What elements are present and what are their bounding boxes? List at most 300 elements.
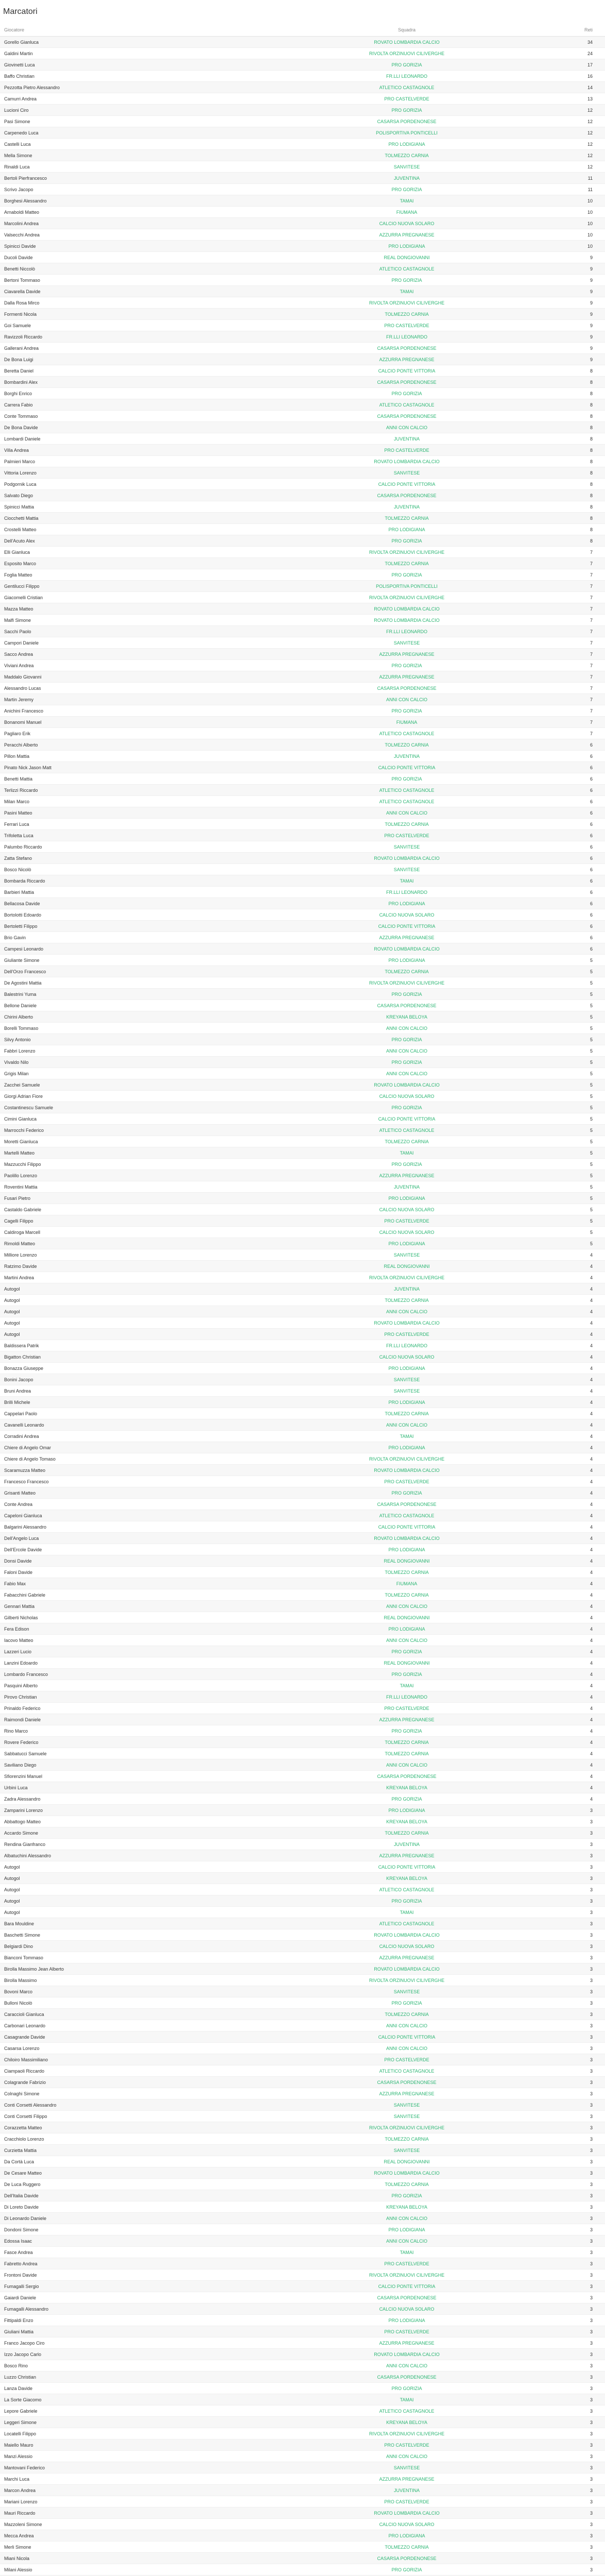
team-name-cell[interactable]: TOLMEZZO CARNIA bbox=[268, 1737, 546, 1748]
team-name-cell[interactable]: ROVATO LOMBARDIA CALCIO bbox=[268, 37, 546, 48]
team-name-cell[interactable]: KREYANA BELOYA bbox=[268, 1873, 546, 1884]
team-name-cell[interactable]: ROVATO LOMBARDIA CALCIO bbox=[268, 1079, 546, 1091]
team-name-cell[interactable]: JUVENTINA bbox=[268, 1181, 546, 1193]
table-row bbox=[0, 989, 605, 1000]
player-name-cell: Silvy Antonio bbox=[0, 1034, 268, 1045]
team-name-cell[interactable]: CALCIO PONTE VITTORIA bbox=[268, 2031, 546, 2043]
table-row bbox=[0, 1759, 605, 1771]
team-name-cell[interactable]: CASARSA PORDENONESE bbox=[268, 683, 546, 694]
team-name-cell[interactable]: CALCIO NUOVA SOLARO bbox=[268, 1204, 546, 1215]
team-name-cell[interactable]: TOLMEZZO CARNIA bbox=[268, 1748, 546, 1759]
team-name-cell[interactable]: TAMAI bbox=[268, 195, 546, 207]
goals-count-cell: 14 bbox=[546, 82, 605, 93]
team-name-cell[interactable]: CALCIO PONTE VITTORIA bbox=[268, 1113, 546, 1125]
team-name-cell[interactable]: RIVOLTA ORZINUOVI CILIVERGHE bbox=[268, 592, 546, 603]
team-name-cell[interactable]: ATLETICO CASTAGNOLE bbox=[268, 399, 546, 411]
team-name-cell[interactable]: TOLMEZZO CARNIA bbox=[268, 2009, 546, 2020]
team-name-cell[interactable]: CASARSA PORDENONESE bbox=[268, 1771, 546, 1782]
goals-count-cell: 6 bbox=[546, 943, 605, 955]
team-name-cell[interactable]: CALCIO PONTE VITTORIA bbox=[268, 762, 546, 773]
team-name-cell[interactable]: TOLMEZZO CARNIA bbox=[268, 966, 546, 977]
team-name-cell[interactable]: REAL DONGIOVANNI bbox=[268, 2156, 546, 2167]
team-name-cell[interactable]: TAMAI bbox=[268, 2247, 546, 2258]
team-name-cell[interactable]: ROVATO LOMBARDIA CALCIO bbox=[268, 1465, 546, 1476]
player-name-cell: Marrocchi Federico bbox=[0, 1125, 268, 1136]
team-name-cell[interactable]: PRO GORIZIA bbox=[268, 105, 546, 116]
team-name-cell[interactable]: KREYANA BELOYA bbox=[268, 1816, 546, 1827]
team-name-cell[interactable]: CASARSA PORDENONESE bbox=[268, 411, 546, 422]
team-name-cell[interactable]: ROVATO LOMBARDIA CALCIO bbox=[268, 1317, 546, 1329]
goals-count-cell: 8 bbox=[546, 388, 605, 399]
team-name-cell[interactable]: AZZURRA PREGNANESE bbox=[268, 1714, 546, 1725]
team-name-cell[interactable]: FR.LLI LEONARDO bbox=[268, 71, 546, 82]
team-name-cell[interactable]: PRO GORIZIA bbox=[268, 705, 546, 717]
team-name-cell[interactable]: CASARSA PORDENONESE bbox=[268, 2371, 546, 2383]
player-name-cell: Urbini Luca bbox=[0, 1782, 268, 1793]
table-row bbox=[0, 377, 605, 388]
team-name-cell[interactable]: PRO LODIGIANA bbox=[268, 1193, 546, 1204]
team-name-cell[interactable]: CASARSA PORDENONESE bbox=[268, 2077, 546, 2088]
team-name-cell[interactable]: ANNI CON CALCIO bbox=[268, 1759, 546, 1771]
player-name-cell: Peracchi Alberto bbox=[0, 739, 268, 751]
team-name-cell[interactable]: CASARSA PORDENONESE bbox=[268, 2553, 546, 2564]
player-name-cell: Lanza Davide bbox=[0, 2383, 268, 2394]
team-name-cell[interactable]: RIVOLTA ORZINUOVI CILIVERGHE bbox=[268, 2122, 546, 2133]
team-name-cell[interactable]: PRO CASTELVERDE bbox=[268, 2496, 546, 2507]
table-row bbox=[0, 2553, 605, 2564]
team-name-cell[interactable]: RIVOLTA ORZINUOVI CILIVERGHE bbox=[268, 48, 546, 59]
player-name-cell: Corradini Andrea bbox=[0, 1431, 268, 1442]
team-name-cell[interactable]: FIUMANA bbox=[268, 1578, 546, 1589]
team-name-cell[interactable]: AZZURRA PREGNANESE bbox=[268, 2088, 546, 2099]
team-name-cell[interactable]: CALCIO PONTE VITTORIA bbox=[268, 1861, 546, 1873]
team-name-cell[interactable]: ROVATO LOMBARDIA CALCIO bbox=[268, 2507, 546, 2519]
team-name-cell[interactable]: RIVOLTA ORZINUOVI CILIVERGHE bbox=[268, 1272, 546, 1283]
team-name-cell[interactable]: PRO GORIZIA bbox=[268, 275, 546, 286]
table-row bbox=[0, 1861, 605, 1873]
team-name-cell[interactable]: PRO LODIGIANA bbox=[268, 524, 546, 535]
goals-count-cell: 4 bbox=[546, 1487, 605, 1499]
team-name-cell[interactable]: RIVOLTA ORZINUOVI CILIVERGHE bbox=[268, 977, 546, 989]
team-name-cell[interactable]: PRO GORIZIA bbox=[268, 989, 546, 1000]
team-name-cell[interactable]: PRO LODIGIANA bbox=[268, 1544, 546, 1555]
team-name-cell[interactable]: SANVITESE bbox=[268, 161, 546, 173]
player-name-cell: Rinaldi Luca bbox=[0, 161, 268, 173]
table-row bbox=[0, 705, 605, 717]
team-name-cell[interactable]: FR.LLI LEONARDO bbox=[268, 887, 546, 898]
team-name-cell[interactable]: PRO LODIGIANA bbox=[268, 1397, 546, 1408]
team-name-cell[interactable]: SANVITESE bbox=[268, 2462, 546, 2473]
team-name-cell[interactable]: ANNI CON CALCIO bbox=[268, 2020, 546, 2031]
player-name-cell: Bara Mouldine bbox=[0, 1918, 268, 1929]
team-name-cell[interactable]: SANVITESE bbox=[268, 637, 546, 649]
table-row bbox=[0, 2281, 605, 2292]
table-row bbox=[0, 2043, 605, 2054]
team-name-cell[interactable]: PRO CASTELVERDE bbox=[268, 1476, 546, 1487]
table-row bbox=[0, 1918, 605, 1929]
goals-count-cell: 4 bbox=[546, 1635, 605, 1646]
team-name-cell[interactable]: AZZURRA PREGNANESE bbox=[268, 1850, 546, 1861]
team-name-cell[interactable]: PRO GORIZIA bbox=[268, 59, 546, 71]
team-name-cell[interactable]: TAMAI bbox=[268, 286, 546, 297]
team-name-cell[interactable]: CASARSA PORDENONESE bbox=[268, 1000, 546, 1011]
player-name-cell: Brilli Michele bbox=[0, 1397, 268, 1408]
team-name-cell[interactable]: ANNI CON CALCIO bbox=[268, 1068, 546, 1079]
team-name-cell[interactable]: RIVOLTA ORZINUOVI CILIVERGHE bbox=[268, 297, 546, 309]
team-name-cell[interactable]: PRO LODIGIANA bbox=[268, 1623, 546, 1635]
team-name-cell[interactable]: PRO GORIZIA bbox=[268, 1669, 546, 1680]
goals-count-cell: 3 bbox=[546, 2077, 605, 2088]
team-name-cell[interactable]: JUVENTINA bbox=[268, 2485, 546, 2496]
team-name-cell[interactable]: ANNI CON CALCIO bbox=[268, 1023, 546, 1034]
team-name-cell[interactable]: SANVITESE bbox=[268, 467, 546, 479]
table-row bbox=[0, 263, 605, 275]
team-name-cell[interactable]: KREYANA BELOYA bbox=[268, 2201, 546, 2213]
table-row bbox=[0, 161, 605, 173]
goals-count-cell: 3 bbox=[546, 1839, 605, 1850]
team-name-cell[interactable]: PRO GORIZIA bbox=[268, 1034, 546, 1045]
team-name-cell[interactable]: TAMAI bbox=[268, 1431, 546, 1442]
team-name-cell[interactable]: PRO CASTELVERDE bbox=[268, 830, 546, 841]
player-name-cell: De Luca Ruggero bbox=[0, 2179, 268, 2190]
team-name-cell[interactable]: AZZURRA PREGNANESE bbox=[268, 1952, 546, 1963]
team-name-cell[interactable]: PRO LODIGIANA bbox=[268, 139, 546, 150]
team-name-cell[interactable]: PRO LODIGIANA bbox=[268, 898, 546, 909]
team-name-cell[interactable]: TOLMEZZO CARNIA bbox=[268, 2133, 546, 2145]
team-name-cell[interactable]: AZZURRA PREGNANESE bbox=[268, 671, 546, 683]
goals-count-cell: 4 bbox=[546, 1725, 605, 1737]
player-name-cell: Lanzini Edoardo bbox=[0, 1657, 268, 1669]
team-name-cell[interactable]: CASARSA PORDENONESE bbox=[268, 343, 546, 354]
team-name-cell[interactable]: PRO CASTELVERDE bbox=[268, 2054, 546, 2065]
team-name-cell[interactable]: PRO GORIZIA bbox=[268, 388, 546, 399]
team-name-cell[interactable]: CALCIO NUOVA SOLARO bbox=[268, 1091, 546, 1102]
team-name-cell[interactable]: ANNI CON CALCIO bbox=[268, 2360, 546, 2371]
player-name-cell: Arnaboldi Matteo bbox=[0, 207, 268, 218]
team-name-cell[interactable]: REAL DONGIOVANNI bbox=[268, 1612, 546, 1623]
player-name-cell: Pagliaro Erik bbox=[0, 728, 268, 739]
team-name-cell[interactable]: PRO GORIZIA bbox=[268, 1725, 546, 1737]
team-name-cell[interactable]: KREYANA BELOYA bbox=[268, 1782, 546, 1793]
team-name-cell[interactable]: PRO CASTELVERDE bbox=[268, 2258, 546, 2269]
team-name-cell[interactable]: ATLETICO CASTAGNOLE bbox=[268, 1510, 546, 1521]
goals-count-cell: 3 bbox=[546, 2043, 605, 2054]
team-name-cell[interactable]: RIVOLTA ORZINUOVI CILIVERGHE bbox=[268, 1975, 546, 1986]
team-name-cell[interactable]: ANNI CON CALCIO bbox=[268, 1045, 546, 1057]
team-name-cell[interactable]: PRO GORIZIA bbox=[268, 1102, 546, 1113]
team-name-cell[interactable]: PRO GORIZIA bbox=[268, 569, 546, 581]
team-name-cell[interactable]: ANNI CON CALCIO bbox=[268, 1306, 546, 1317]
goals-count-cell: 5 bbox=[546, 1034, 605, 1045]
team-name-cell[interactable]: PRO LODIGIANA bbox=[268, 2224, 546, 2235]
table-row bbox=[0, 2179, 605, 2190]
team-name-cell[interactable]: CASARSA PORDENONESE bbox=[268, 490, 546, 501]
team-name-cell[interactable]: REAL DONGIOVANNI bbox=[268, 1657, 546, 1669]
team-name-cell[interactable]: SANVITESE bbox=[268, 2145, 546, 2156]
team-name-cell[interactable]: TOLMEZZO CARNIA bbox=[268, 1567, 546, 1578]
team-name-cell[interactable]: SANVITESE bbox=[268, 1374, 546, 1385]
table-row bbox=[0, 1442, 605, 1453]
team-name-cell[interactable]: RIVOLTA ORZINUOVI CILIVERGHE bbox=[268, 2428, 546, 2439]
team-name-cell[interactable]: TOLMEZZO CARNIA bbox=[268, 150, 546, 161]
team-name-cell[interactable]: SANVITESE bbox=[268, 2099, 546, 2111]
team-name-cell[interactable]: PRO LODIGIANA bbox=[268, 241, 546, 252]
goals-count-cell: 17 bbox=[546, 59, 605, 71]
team-name-cell[interactable]: REAL DONGIOVANNI bbox=[268, 252, 546, 263]
team-name-cell[interactable]: CALCIO PONTE VITTORIA bbox=[268, 1521, 546, 1533]
team-name-cell[interactable]: JUVENTINA bbox=[268, 1839, 546, 1850]
team-name-cell[interactable]: JUVENTINA bbox=[268, 433, 546, 445]
team-name-cell[interactable]: ANNI CON CALCIO bbox=[268, 694, 546, 705]
team-name-cell[interactable]: CALCIO NUOVA SOLARO bbox=[268, 909, 546, 921]
team-name-cell[interactable]: PRO LODIGIANA bbox=[268, 1238, 546, 1249]
team-name-cell[interactable]: POLISPORTIVA PONTICELLI bbox=[268, 127, 546, 139]
table-row bbox=[0, 173, 605, 184]
team-name-cell[interactable]: PRO GORIZIA bbox=[268, 1997, 546, 2009]
team-name-cell[interactable]: CALCIO PONTE VITTORIA bbox=[268, 921, 546, 932]
team-name-cell[interactable]: ATLETICO CASTAGNOLE bbox=[268, 1918, 546, 1929]
team-name-cell[interactable]: PRO GORIZIA bbox=[268, 1487, 546, 1499]
team-name-cell[interactable]: PRO LODIGIANA bbox=[268, 2530, 546, 2541]
team-name-cell[interactable]: TOLMEZZO CARNIA bbox=[268, 2541, 546, 2553]
team-name-cell[interactable]: JUVENTINA bbox=[268, 173, 546, 184]
team-name-cell[interactable]: ATLETICO CASTAGNOLE bbox=[268, 1125, 546, 1136]
team-name-cell[interactable]: TAMAI bbox=[268, 1907, 546, 1918]
team-name-cell[interactable]: TOLMEZZO CARNIA bbox=[268, 1589, 546, 1601]
table-row bbox=[0, 1249, 605, 1261]
team-name-cell[interactable]: POLISPORTIVA PONTICELLI bbox=[268, 581, 546, 592]
team-name-cell[interactable]: PRO LODIGIANA bbox=[268, 1363, 546, 1374]
team-name-cell[interactable]: AZZURRA PREGNANESE bbox=[268, 2473, 546, 2485]
team-name-cell[interactable]: AZZURRA PREGNANESE bbox=[268, 2337, 546, 2349]
team-name-cell[interactable]: FR.LLI LEONARDO bbox=[268, 1340, 546, 1351]
team-name-cell[interactable]: SANVITESE bbox=[268, 1385, 546, 1397]
player-name-cell: Bruni Andrea bbox=[0, 1385, 268, 1397]
player-name-cell: Sacchi Paolo bbox=[0, 626, 268, 637]
goals-count-cell: 6 bbox=[546, 739, 605, 751]
player-name-cell: Conti Corsetti Alessandro bbox=[0, 2099, 268, 2111]
team-name-cell[interactable]: AZZURRA PREGNANESE bbox=[268, 932, 546, 943]
player-name-cell: Grigis Milan bbox=[0, 1068, 268, 1079]
team-name-cell[interactable]: PRO GORIZIA bbox=[268, 2190, 546, 2201]
team-name-cell[interactable]: ATLETICO CASTAGNOLE bbox=[268, 1884, 546, 1895]
player-name-cell: Autogol bbox=[0, 1283, 268, 1295]
team-name-cell[interactable]: PRO CASTELVERDE bbox=[268, 320, 546, 331]
team-name-cell[interactable]: PRO GORIZIA bbox=[268, 773, 546, 785]
team-name-cell[interactable]: TAMAI bbox=[268, 875, 546, 887]
team-name-cell[interactable]: TOLMEZZO CARNIA bbox=[268, 819, 546, 830]
goals-count-cell: 3 bbox=[546, 2281, 605, 2292]
team-name-cell[interactable]: SANVITESE bbox=[268, 841, 546, 853]
team-name-cell[interactable]: AZZURRA PREGNANESE bbox=[268, 649, 546, 660]
team-name-cell[interactable]: PRO GORIZIA bbox=[268, 2564, 546, 2575]
table-row bbox=[0, 1000, 605, 1011]
team-name-cell[interactable]: PRO LODIGIANA bbox=[268, 2315, 546, 2326]
team-name-cell[interactable]: ANNI CON CALCIO bbox=[268, 1601, 546, 1612]
team-name-cell[interactable]: TAMAI bbox=[268, 2394, 546, 2405]
team-name-cell[interactable]: CALCIO NUOVA SOLARO bbox=[268, 218, 546, 229]
team-name-cell[interactable]: CALCIO PONTE VITTORIA bbox=[268, 2281, 546, 2292]
team-name-cell[interactable]: KREYANA BELOYA bbox=[268, 2417, 546, 2428]
team-name-cell[interactable]: CALCIO NUOVA SOLARO bbox=[268, 1351, 546, 1363]
team-name-cell[interactable]: ANNI CON CALCIO bbox=[268, 2213, 546, 2224]
team-name-cell[interactable]: AZZURRA PREGNANESE bbox=[268, 354, 546, 365]
team-name-cell[interactable]: CALCIO PONTE VITTORIA bbox=[268, 479, 546, 490]
team-name-cell[interactable]: SANVITESE bbox=[268, 2111, 546, 2122]
team-name-cell[interactable]: PRO LODIGIANA bbox=[268, 955, 546, 966]
team-name-cell[interactable]: JUVENTINA bbox=[268, 1283, 546, 1295]
team-name-cell[interactable]: RIVOLTA ORZINUOVI CILIVERGHE bbox=[268, 2269, 546, 2281]
table-row bbox=[0, 1646, 605, 1657]
team-name-cell[interactable]: CASARSA PORDENONESE bbox=[268, 377, 546, 388]
team-name-cell[interactable]: ATLETICO CASTAGNOLE bbox=[268, 82, 546, 93]
team-name-cell[interactable]: JUVENTINA bbox=[268, 501, 546, 513]
team-name-cell[interactable]: TOLMEZZO CARNIA bbox=[268, 1408, 546, 1419]
team-name-cell[interactable]: PRO CASTELVERDE bbox=[268, 2439, 546, 2451]
goals-count-cell: 4 bbox=[546, 1703, 605, 1714]
team-name-cell[interactable]: PRO CASTELVERDE bbox=[268, 2326, 546, 2337]
team-name-cell[interactable]: REAL DONGIOVANNI bbox=[268, 1555, 546, 1567]
team-name-cell[interactable]: FR.LLI LEONARDO bbox=[268, 1691, 546, 1703]
team-name-cell[interactable]: PRO LODIGIANA bbox=[268, 1442, 546, 1453]
team-name-cell[interactable]: AZZURRA PREGNANESE bbox=[268, 1170, 546, 1181]
team-name-cell[interactable]: TOLMEZZO CARNIA bbox=[268, 1136, 546, 1147]
team-name-cell[interactable]: FR.LLI LEONARDO bbox=[268, 626, 546, 637]
goals-count-cell: 3 bbox=[546, 2473, 605, 2485]
player-name-cell: Bertoletti Filippo bbox=[0, 921, 268, 932]
goals-count-cell: 4 bbox=[546, 1669, 605, 1680]
team-name-cell[interactable]: ATLETICO CASTAGNOLE bbox=[268, 2065, 546, 2077]
player-name-cell: Fusari Pietro bbox=[0, 1193, 268, 1204]
team-name-cell[interactable]: ATLETICO CASTAGNOLE bbox=[268, 263, 546, 275]
team-name-cell[interactable]: PRO CASTELVERDE bbox=[268, 1703, 546, 1714]
team-name-cell[interactable]: CASARSA PORDENONESE bbox=[268, 116, 546, 127]
team-name-cell[interactable]: PRO CASTELVERDE bbox=[268, 445, 546, 456]
team-name-cell[interactable]: CALCIO PONTE VITTORIA bbox=[268, 365, 546, 377]
team-name-cell[interactable]: ROVATO LOMBARDIA CALCIO bbox=[268, 615, 546, 626]
goals-count-cell: 6 bbox=[546, 830, 605, 841]
player-name-cell: Bonanomi Manuel bbox=[0, 717, 268, 728]
team-name-cell[interactable]: ROVATO LOMBARDIA CALCIO bbox=[268, 456, 546, 467]
team-name-cell[interactable]: TOLMEZZO CARNIA bbox=[268, 1827, 546, 1839]
player-name-cell: Bonazza Giuseppe bbox=[0, 1363, 268, 1374]
team-name-cell[interactable]: REAL DONGIOVANNI bbox=[268, 1261, 546, 1272]
player-name-cell: Gorello Gianluca bbox=[0, 37, 268, 48]
team-name-cell[interactable]: ATLETICO CASTAGNOLE bbox=[268, 785, 546, 796]
team-name-cell[interactable]: PRO LODIGIANA bbox=[268, 1805, 546, 1816]
team-name-cell[interactable]: TOLMEZZO CARNIA bbox=[268, 1295, 546, 1306]
team-name-cell[interactable]: ATLETICO CASTAGNOLE bbox=[268, 796, 546, 807]
team-name-cell[interactable]: ATLETICO CASTAGNOLE bbox=[268, 728, 546, 739]
team-name-cell[interactable]: ROVATO LOMBARDIA CALCIO bbox=[268, 853, 546, 864]
team-name-cell[interactable]: PRO CASTELVERDE bbox=[268, 1215, 546, 1227]
team-name-cell[interactable]: CASARSA PORDENONESE bbox=[268, 1499, 546, 1510]
goals-count-cell: 3 bbox=[546, 2371, 605, 2383]
team-name-cell[interactable]: SANVITESE bbox=[268, 864, 546, 875]
team-name-cell[interactable]: PRO CASTELVERDE bbox=[268, 1329, 546, 1340]
team-name-cell[interactable]: CALCIO NUOVA SOLARO bbox=[268, 1227, 546, 1238]
team-name-cell[interactable]: KREYANA BELOYA bbox=[268, 1011, 546, 1023]
team-name-cell[interactable]: PRO GORIZIA bbox=[268, 535, 546, 547]
team-name-cell[interactable]: CALCIO NUOVA SOLARO bbox=[268, 2519, 546, 2530]
team-name-cell[interactable]: PRO GORIZIA bbox=[268, 660, 546, 671]
player-name-cell: Moretti Gianluca bbox=[0, 1136, 268, 1147]
team-name-cell[interactable]: TOLMEZZO CARNIA bbox=[268, 513, 546, 524]
team-name-cell[interactable]: PRO GORIZIA bbox=[268, 1057, 546, 1068]
team-name-cell[interactable]: ATLETICO CASTAGNOLE bbox=[268, 2405, 546, 2417]
player-name-cell: Marcon Andrea bbox=[0, 2485, 268, 2496]
team-name-cell[interactable]: ROVATO LOMBARDIA CALCIO bbox=[268, 2349, 546, 2360]
team-name-cell[interactable]: ANNI CON CALCIO bbox=[268, 2451, 546, 2462]
team-name-cell[interactable]: ANNI CON CALCIO bbox=[268, 1635, 546, 1646]
player-name-cell: Cimini Gianluca bbox=[0, 1113, 268, 1125]
team-name-cell[interactable]: TAMAI bbox=[268, 1680, 546, 1691]
player-name-cell: De Cesare Matteo bbox=[0, 2167, 268, 2179]
table-row bbox=[0, 2496, 605, 2507]
team-name-cell[interactable]: PRO GORIZIA bbox=[268, 2383, 546, 2394]
team-name-cell[interactable]: ANNI CON CALCIO bbox=[268, 2043, 546, 2054]
team-name-cell[interactable]: JUVENTINA bbox=[268, 751, 546, 762]
team-name-cell[interactable]: ROVATO LOMBARDIA CALCIO bbox=[268, 603, 546, 615]
team-name-cell[interactable]: TOLMEZZO CARNIA bbox=[268, 2179, 546, 2190]
table-row bbox=[0, 558, 605, 569]
team-name-cell[interactable]: PRO GORIZIA bbox=[268, 1646, 546, 1657]
team-name-cell[interactable]: CALCIO NUOVA SOLARO bbox=[268, 1941, 546, 1952]
team-name-cell[interactable]: RIVOLTA ORZINUOVI CILIVERGHE bbox=[268, 1453, 546, 1465]
team-name-cell[interactable]: ROVATO LOMBARDIA CALCIO bbox=[268, 943, 546, 955]
team-name-cell[interactable]: PRO CASTELVERDE bbox=[268, 93, 546, 105]
team-name-cell[interactable]: TAMAI bbox=[268, 1147, 546, 1159]
team-name-cell[interactable]: FR.LLI LEONARDO bbox=[268, 331, 546, 343]
goals-count-cell: 3 bbox=[546, 2405, 605, 2417]
team-name-cell[interactable]: ROVATO LOMBARDIA CALCIO bbox=[268, 1929, 546, 1941]
team-name-cell[interactable]: SANVITESE bbox=[268, 1249, 546, 1261]
team-name-cell[interactable]: ROVATO LOMBARDIA CALCIO bbox=[268, 1533, 546, 1544]
team-name-cell[interactable]: TOLMEZZO CARNIA bbox=[268, 558, 546, 569]
team-name-cell[interactable]: ROVATO LOMBARDIA CALCIO bbox=[268, 1963, 546, 1975]
team-name-cell[interactable]: FIUMANA bbox=[268, 717, 546, 728]
goals-count-cell: 4 bbox=[546, 1261, 605, 1272]
team-name-cell[interactable]: ANNI CON CALCIO bbox=[268, 1419, 546, 1431]
player-name-cell: Milliore Lorenzo bbox=[0, 1249, 268, 1261]
team-name-cell[interactable]: ROVATO LOMBARDIA CALCIO bbox=[268, 2167, 546, 2179]
team-name-cell[interactable]: ANNI CON CALCIO bbox=[268, 2235, 546, 2247]
team-name-cell[interactable]: ANNI CON CALCIO bbox=[268, 422, 546, 433]
team-name-cell[interactable]: FIUMANA bbox=[268, 207, 546, 218]
goals-count-cell: 10 bbox=[546, 241, 605, 252]
team-name-cell[interactable]: CALCIO NUOVA SOLARO bbox=[268, 2303, 546, 2315]
goals-count-cell: 4 bbox=[546, 1714, 605, 1725]
goals-count-cell: 4 bbox=[546, 1793, 605, 1805]
player-name-cell: Dell'Orzo Francesco bbox=[0, 966, 268, 977]
goals-count-cell: 7 bbox=[546, 603, 605, 615]
team-name-cell[interactable]: SANVITESE bbox=[268, 1986, 546, 1997]
table-row bbox=[0, 1351, 605, 1363]
team-name-cell[interactable]: ANNI CON CALCIO bbox=[268, 807, 546, 819]
team-name-cell[interactable]: AZZURRA PREGNANESE bbox=[268, 229, 546, 241]
goals-count-cell: 9 bbox=[546, 343, 605, 354]
team-name-cell[interactable]: PRO GORIZIA bbox=[268, 1895, 546, 1907]
team-name-cell[interactable]: TOLMEZZO CARNIA bbox=[268, 309, 546, 320]
team-name-cell[interactable]: RIVOLTA ORZINUOVI CILIVERGHE bbox=[268, 547, 546, 558]
team-name-cell[interactable]: PRO GORIZIA bbox=[268, 1159, 546, 1170]
team-name-cell[interactable]: CASARSA PORDENONESE bbox=[268, 2292, 546, 2303]
table-row bbox=[0, 1238, 605, 1249]
team-name-cell[interactable]: PRO GORIZIA bbox=[268, 184, 546, 195]
table-row bbox=[0, 1669, 605, 1680]
team-name-cell[interactable]: TOLMEZZO CARNIA bbox=[268, 739, 546, 751]
team-name-cell[interactable]: PRO GORIZIA bbox=[268, 1793, 546, 1805]
